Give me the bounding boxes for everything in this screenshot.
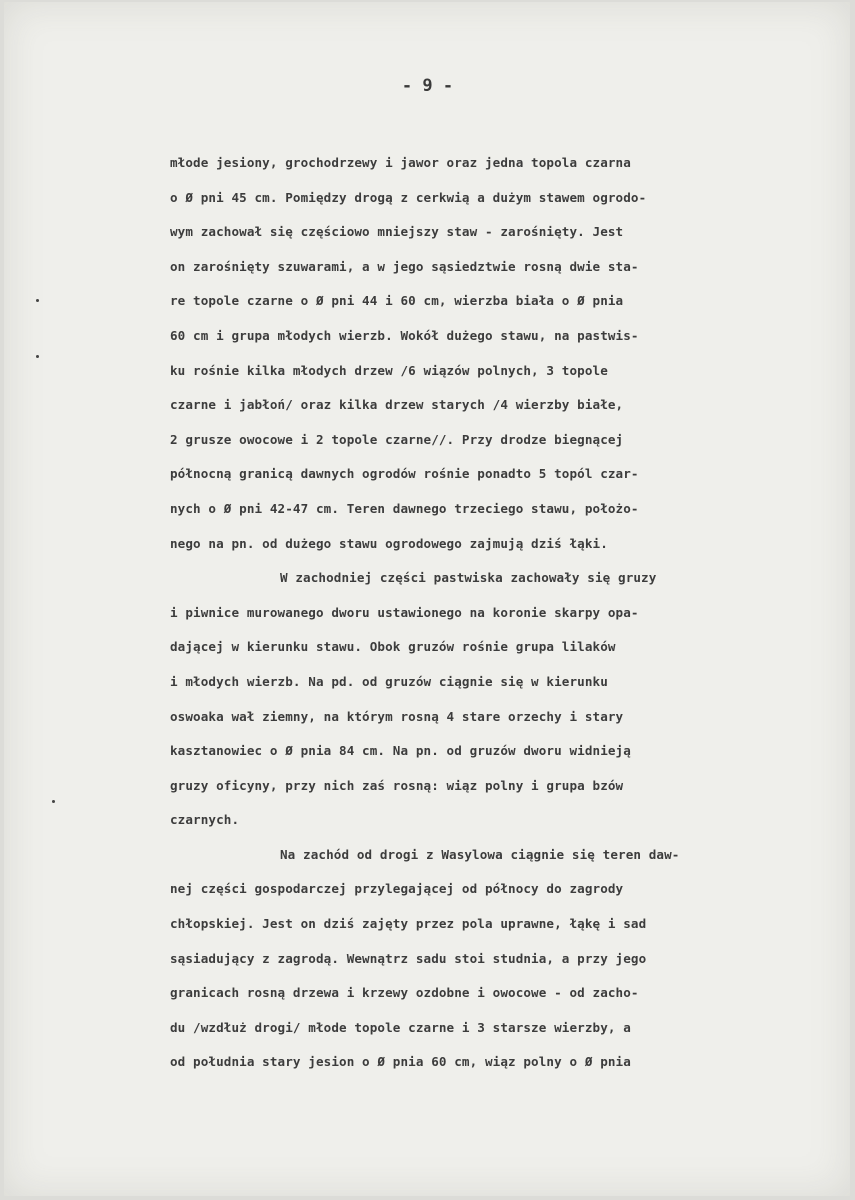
text-line: du /wzdłuż drogi/ młode topole czarne i 3 starsze wierzby, a bbox=[170, 1019, 631, 1035]
text-line: czarnych. bbox=[170, 812, 240, 828]
text-line: kasztanowiec o Ø pnia 84 cm. Na pn. od gruzów dworu widnieją bbox=[170, 743, 631, 759]
text-line: ku rośnie kilka młodych drzew /6 wiązów polnych, 3 topole bbox=[170, 362, 608, 378]
text-line: i młodych wierzb. Na pd. od gruzów ciągnie się w kierunku bbox=[170, 673, 608, 689]
text-line: chłopskiej. Jest on dziś zajęty przez pola uprawne, łąkę i sad bbox=[170, 916, 647, 932]
text-line: oswoaka wał ziemny, na którym rosną 4 stare orzechy i stary bbox=[170, 708, 624, 724]
text-line: młode jesiony, grochodrzewy i jawor oraz jedna topola czarna bbox=[170, 155, 631, 170]
text-line: 60 cm i grupa młodych wierzb. Wokół dużego stawu, na pastwis- bbox=[170, 327, 639, 343]
text-line: nych o Ø pni 42-47 cm. Teren dawnego trzeciego stawu, położo- bbox=[170, 500, 639, 516]
text-line: on zarośnięty szuwarami, a w jego sąsiedztwie rosną dwie sta- bbox=[170, 258, 639, 274]
text-line: sąsiadujący z zagrodą. Wewnątrz sadu stoi studnia, a przy jego bbox=[170, 950, 647, 966]
text-line: od południa stary jesion o Ø pnia 60 cm, wiąz polny o Ø pnia bbox=[170, 1054, 631, 1070]
text-line: o Ø pni 45 cm. Pomiędzy drogą z cerkwią a dużym stawem ogrodo- bbox=[170, 189, 647, 205]
margin-punch-mark bbox=[36, 355, 39, 358]
text-line: 2 grusze owocowe i 2 topole czarne//. Przy drodze biegnącej bbox=[170, 431, 624, 447]
text-line: dającej w kierunku stawu. Obok gruzów rośnie grupa lilaków bbox=[170, 639, 616, 655]
paragraph-start-line: W zachodniej części pastwiska zachowały się gruzy bbox=[280, 570, 657, 586]
margin-punch-mark bbox=[52, 800, 55, 803]
page-number: - 9 - bbox=[401, 76, 454, 96]
text-line: wym zachował się częściowo mniejszy staw - zarośnięty. Jest bbox=[170, 224, 624, 240]
text-line: nego na pn. od dużego stawu ogrodowego zajmują dziś łąki. bbox=[170, 535, 608, 551]
document-body bbox=[170, 146, 820, 1080]
text-line: nej części gospodarczej przylegającej od północy do zagrody bbox=[170, 881, 624, 897]
paragraph-start-line: Na zachód od drogi z Wasylowa ciągnie się teren daw- bbox=[280, 846, 680, 862]
text-line: granicach rosną drzewa i krzewy ozdobne i owocowe - od zacho- bbox=[170, 985, 639, 1001]
text-line: gruzy oficyny, przy nich zaś rosną: wiąz polny i grupa bzów bbox=[170, 777, 624, 793]
text-line: północną granicą dawnych ogrodów rośnie ponadto 5 topól czar- bbox=[170, 466, 639, 482]
text-line: czarne i jabłoń/ oraz kilka drzew starych /4 wierzby białe, bbox=[170, 397, 624, 413]
margin-punch-mark bbox=[36, 299, 39, 302]
text-line: re topole czarne o Ø pni 44 i 60 cm, wierzba biała o Ø pnia bbox=[170, 293, 624, 309]
text-line: i piwnice murowanego dworu ustawionego na koronie skarpy opa- bbox=[170, 604, 639, 620]
